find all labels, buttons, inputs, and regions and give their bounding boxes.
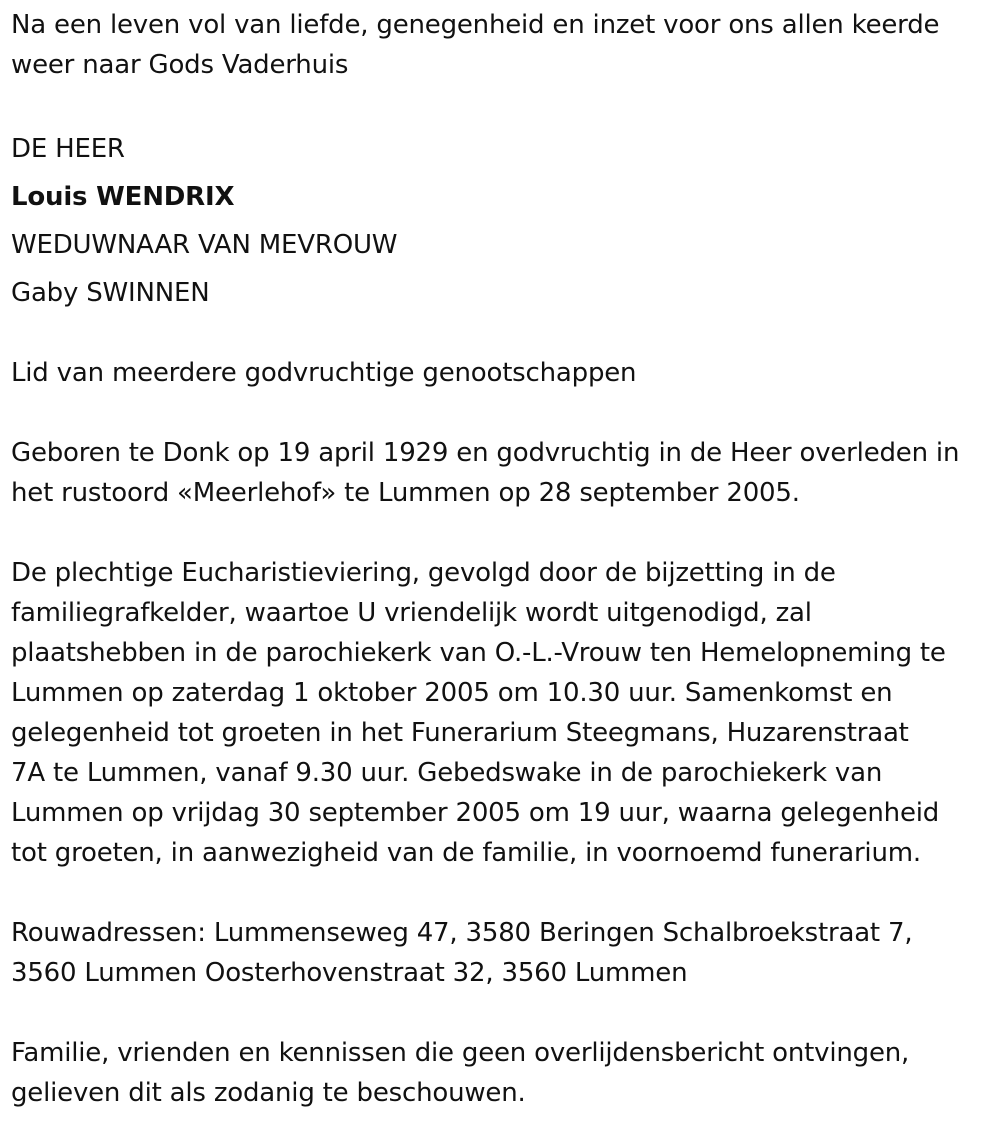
- spacer: [11, 993, 990, 1033]
- ceremony-line: gelegenheid tot groeten in het Funerarium Steegmans, Huzarenstraat: [11, 718, 909, 748]
- spacer: [11, 393, 990, 433]
- ceremony-paragraph: [11, 553, 990, 873]
- spacer: [11, 317, 990, 353]
- ceremony-line: tot groeten, in aanwezigheid van de familie, in voornoemd funerarium.: [11, 838, 921, 868]
- intro-paragraph: [11, 5, 990, 85]
- deceased-relation: WEDUWNAAR VAN MEVROUW: [11, 230, 398, 260]
- addresses-line-2: 3560 Lummen Oosterhovenstraat 32, 3560 Lummen: [11, 958, 688, 988]
- spacer: [11, 873, 990, 913]
- spacer: [11, 513, 990, 553]
- ceremony-line: 7A te Lummen, vanaf 9.30 uur. Gebedswake in de parochiekerk van: [11, 758, 883, 788]
- birth-death-line-2: het rustoord «Meerlehof» te Lummen op 28 september 2005.: [11, 478, 800, 508]
- membership-paragraph: [11, 353, 990, 393]
- intro-line-2: weer naar Gods Vaderhuis: [11, 50, 349, 80]
- spacer: [11, 85, 990, 125]
- membership-line: Lid van meerdere godvruchtige genootschappen: [11, 358, 637, 388]
- closing-line-1: Familie, vrienden en kennissen die geen overlijdensbericht ontvingen,: [11, 1038, 910, 1068]
- spouse-name: Gaby SWINNEN: [11, 278, 210, 308]
- closing-line-2: gelieven dit als zodanig te beschouwen.: [11, 1078, 526, 1108]
- ceremony-line: Lummen op vrijdag 30 september 2005 om 19 uur, waarna gelegenheid: [11, 798, 940, 828]
- deceased-block: [11, 125, 990, 317]
- intro-line-1: Na een leven vol van liefde, genegenheid en inzet voor ons allen keerde: [11, 10, 940, 40]
- deceased-name: Louis WENDRIX: [11, 182, 235, 212]
- ceremony-line: plaatshebben in de parochiekerk van O.-L.-Vrouw ten Hemelopneming te: [11, 638, 946, 668]
- ceremony-line: Lummen op zaterdag 1 oktober 2005 om 10.30 uur. Samenkomst en: [11, 678, 893, 708]
- addresses-paragraph: [11, 913, 990, 993]
- addresses-line-1: Rouwadressen: Lummenseweg 47, 3580 Beringen Schalbroekstraat 7,: [11, 918, 913, 948]
- ceremony-line: De plechtige Eucharistieviering, gevolgd door de bijzetting in de: [11, 558, 836, 588]
- deceased-title: DE HEER: [11, 134, 125, 164]
- birth-death-paragraph: [11, 433, 990, 513]
- ceremony-line: familiegrafkelder, waartoe U vriendelijk wordt uitgenodigd, zal: [11, 598, 812, 628]
- birth-death-line-1: Geboren te Donk op 19 april 1929 en godvruchtig in de Heer overleden in: [11, 438, 960, 468]
- closing-paragraph: [11, 1033, 990, 1113]
